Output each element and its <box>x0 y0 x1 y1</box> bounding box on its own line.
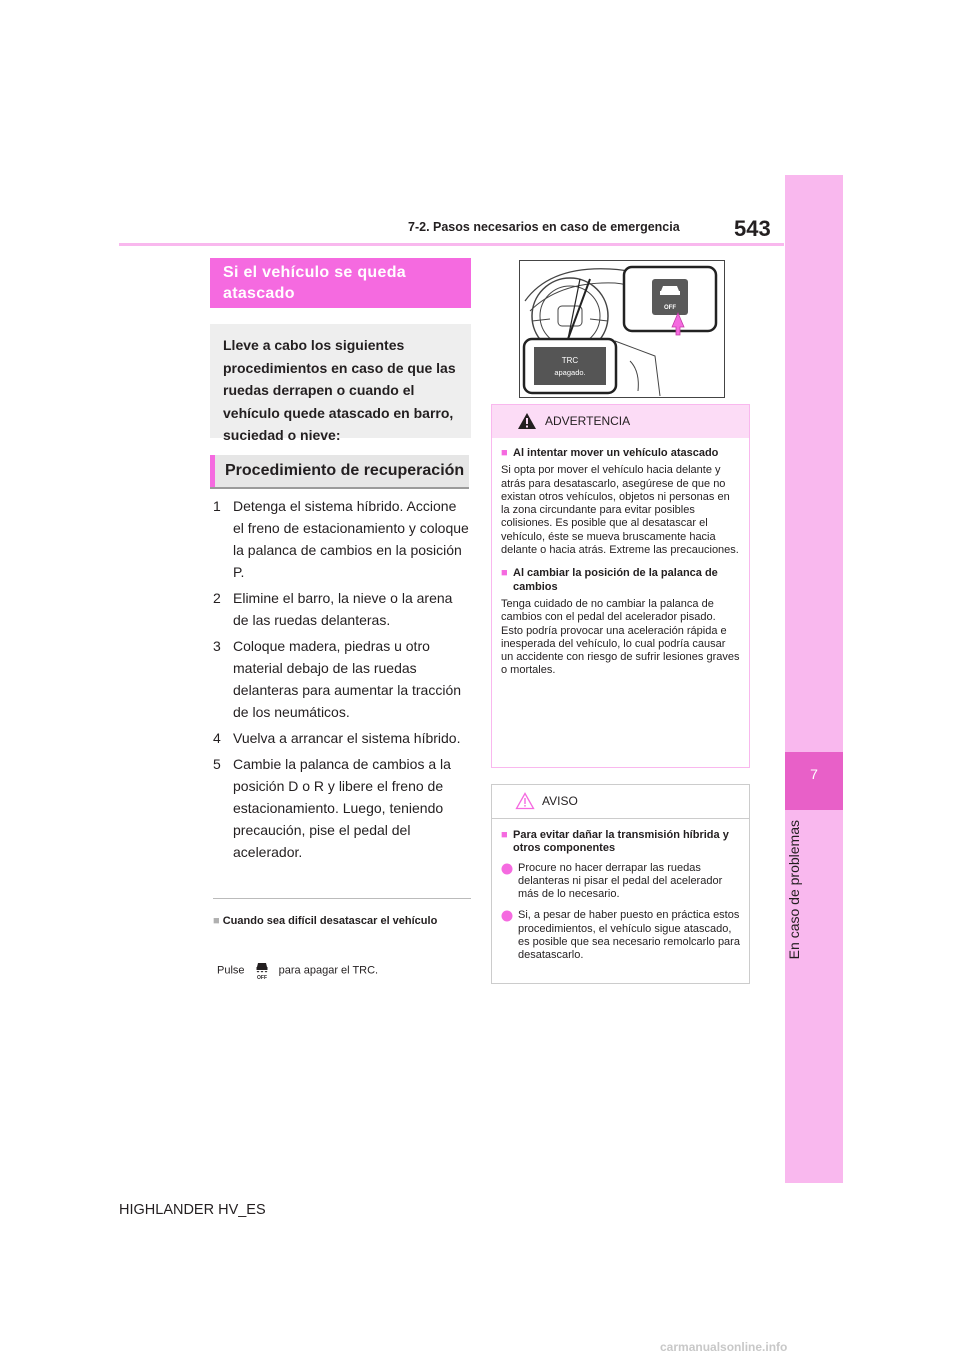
display-line-1: TRC <box>561 356 579 365</box>
step-item <box>213 587 471 631</box>
step-text: Detenga el sistema híbrido. Accione el freno de estacionamiento y coloque la palanca de cambios en la posición P. <box>233 498 469 580</box>
svg-text:OFF: OFF <box>256 975 267 980</box>
warning-header <box>492 405 749 438</box>
step-number: 5 <box>213 756 221 772</box>
steps-list <box>213 495 471 867</box>
note-heading-text: Cuando sea difícil desatascar el vehículo <box>222 915 438 927</box>
section-intro: Lleve a cabo los siguientes procedimientos en caso de que las ruedas derrapen o cuando el vehículo quede atascado en barro, suciedad o nieve: <box>210 324 471 438</box>
step-number: 4 <box>213 730 221 746</box>
step-item <box>213 635 471 723</box>
circle-bullet-icon <box>501 910 513 922</box>
warning-heading-text: Al intentar mover un vehículo atascado <box>513 447 719 459</box>
step-text: Coloque madera, piedras u otro material debajo de las ruedas delanteras para aumentar la tracción de los neumáticos. <box>233 638 462 720</box>
step-text: Vuelva a arrancar el sistema híbrido. <box>233 730 461 746</box>
note-text-before: Pulse <box>217 964 245 977</box>
note-text-after: para apagar el TRC. <box>278 964 379 977</box>
chapter-number: 7 <box>810 766 818 782</box>
notice-title: AVISO <box>542 794 578 808</box>
circle-bullet-icon <box>501 863 513 875</box>
step-item <box>213 495 471 583</box>
procedure-rule <box>210 487 469 489</box>
step-text: Elimine el barro, la nieve o la arena de las ruedas delanteras. <box>233 590 453 628</box>
step-item <box>213 753 471 863</box>
section-title: Si el vehículo se queda atascado <box>210 258 471 308</box>
chapter-name: En caso de problemas <box>786 820 802 960</box>
note-body <box>217 958 378 983</box>
square-bullet-icon: ■ <box>501 829 508 841</box>
step-item <box>213 727 471 749</box>
step-text: Cambie la palanca de cambios a la posición D o R y libere el freno de estacionamiento. Luego, teniendo precaución, pise el pedal del acelerador. <box>233 756 451 860</box>
warning-box <box>491 404 750 768</box>
trc-off-icon <box>254 958 270 983</box>
chapter-title: 7-2. Pasos necesarios en caso de emergencia <box>408 220 680 234</box>
caution-triangle-icon <box>515 792 535 815</box>
square-bullet-icon: ■ <box>501 447 508 459</box>
watermark: carmanualsonline.info <box>660 1340 788 1354</box>
warning-item-heading <box>501 447 740 460</box>
note-separator <box>213 898 471 899</box>
note-heading <box>213 915 469 928</box>
warning-item-text: Tenga cuidado de no cambiar la palanca de cambios con el pedal del acelerador pisado. Esto podría provocar una aceleración rápida e inesperada del vehículo, lo cual podría causar un accidente con riesgo de sufrir lesiones graves o mortales. <box>501 597 740 677</box>
notice-heading-text: Para evitar dañar la transmisión híbrida y otros componentes <box>513 829 729 855</box>
notice-bullet-text: Procure no hacer derrapar las ruedas delanteras ni pisar el pedal del acelerador más de lo necesario. <box>518 861 723 901</box>
display-line-2: apagado. <box>554 368 586 377</box>
warning-title: ADVERTENCIA <box>545 414 631 428</box>
step-number: 1 <box>213 498 221 514</box>
notice-bullet-text: Si, a pesar de haber puesto en práctica estos procedimientos, el vehículo sigue atascado, es posible que sea necesario remolcarlo para desatascarlo. <box>518 909 740 962</box>
step-number: 3 <box>213 638 221 654</box>
warning-triangle-icon <box>517 412 537 435</box>
illustration-off-label: OFF <box>664 305 676 311</box>
square-bullet-icon: ■ <box>501 567 508 580</box>
footer-model: HIGHLANDER HV_ES <box>119 1202 266 1218</box>
notice-bullet <box>501 909 740 962</box>
page-number: 543 <box>734 216 771 241</box>
warning-item-heading <box>501 567 740 594</box>
warning-item-text: Si opta por mover el vehículo hacia delante y atrás para desatascarlo, asegúrese de que no existan otros vehículos, objetos ni personas en la zona circundante para evitar posibles colisiones. Es posible que al desatascar el vehículo, éste se mueva bruscamente hacia delante o hacia atrás. Extreme las precauciones. <box>501 464 739 557</box>
square-bullet-icon: ■ <box>213 915 220 927</box>
step-number: 2 <box>213 590 221 606</box>
notice-box <box>491 784 750 984</box>
notice-heading <box>501 829 740 856</box>
notice-bullet <box>501 862 740 902</box>
procedure-title: Procedimiento de recuperación <box>210 455 469 487</box>
notice-header <box>492 785 749 819</box>
dashboard-illustration <box>519 260 725 398</box>
warning-heading-text: Al cambiar la posición de la palanca de cambios <box>513 567 718 593</box>
chapter-side-tab <box>785 175 843 1183</box>
header-rule <box>119 243 784 246</box>
